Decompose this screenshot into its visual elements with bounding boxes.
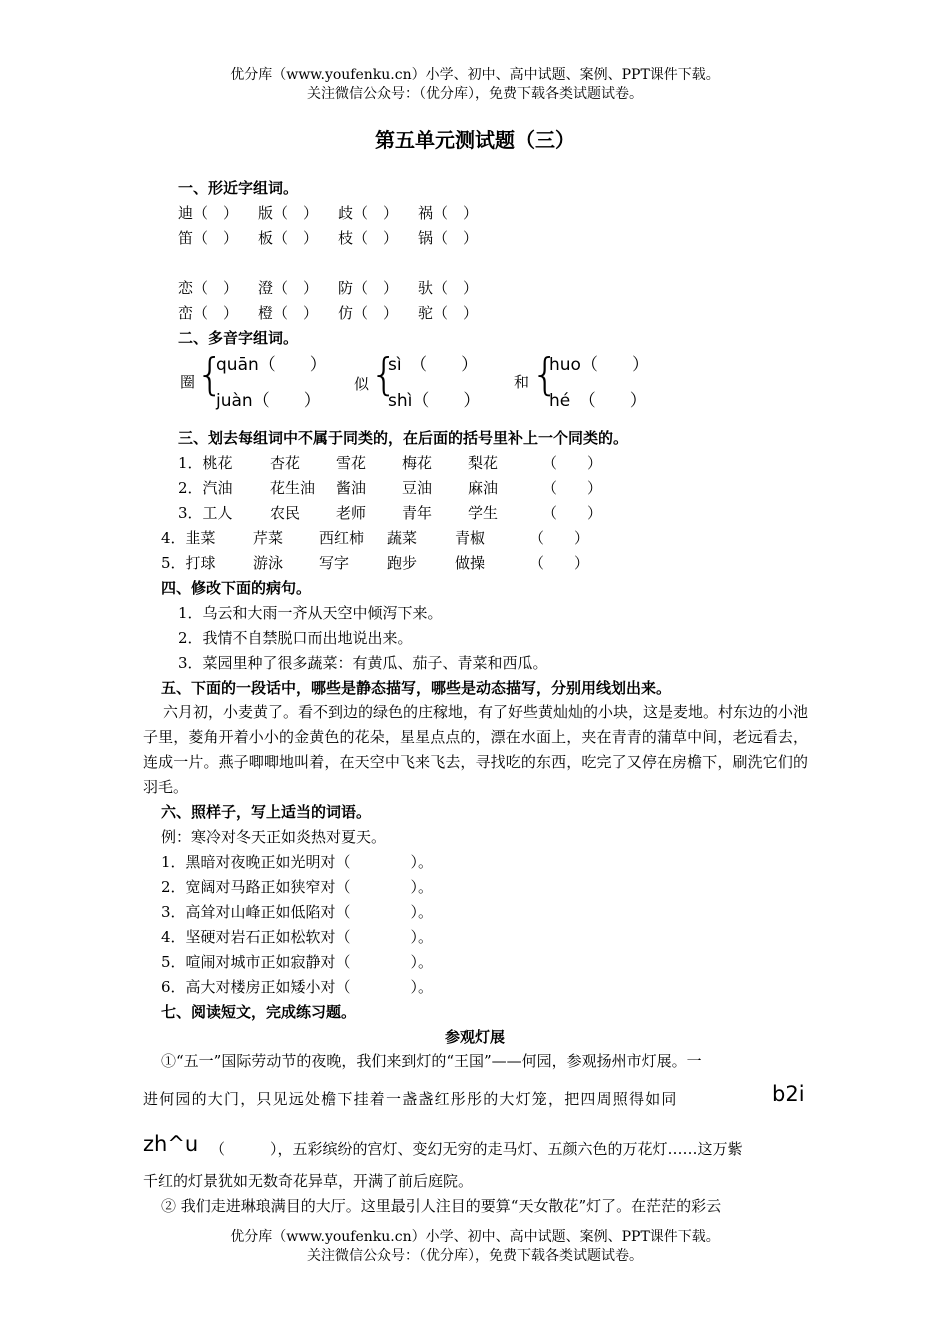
s3-word: 梨花 [468, 454, 499, 472]
s3-word: 5．打球 [161, 554, 216, 572]
s1-cell: 峦（ ） [178, 304, 239, 322]
s5-paragraph: 六月初，小麦黄了。看不到边的绿色的庄稼地，有了好些黄灿灿的小块，这是麦地。村东边的小池子里，菱角开着小小的金黄色的花朵，星星点点的，漂在水面上，夹在青青的蒲草中间，老远看去，连成一片。燕子唧唧地叫着，在天空中飞来飞去，寻找吃的东西，吃完了又停在房檐下，刷洗它们的羽毛。 [143, 703, 809, 796]
poly-pinyin-1b: juàn（ ） [216, 391, 321, 411]
footer-line-1: 优分库（www.youfenku.cn）小学、初中、高中试题、案例、PPT课件下载。 [230, 1229, 720, 1245]
s3-blank: （ ） [529, 554, 590, 572]
s4-item-2: 2．我情不自禁脱口而出地说出来。 [178, 629, 413, 647]
s1-row-3 [178, 277, 498, 298]
s3-word: 雪花 [336, 454, 367, 472]
s1-cell: 迪（ ） [178, 204, 239, 222]
s6-item-5: 5．喧闹对城市正如寂静对（ ）。 [161, 953, 434, 971]
s3-word: 农民 [270, 504, 301, 522]
s3-row-2 [178, 477, 602, 498]
article-p1-line2: 进何园的大门，只见远处檐下挂着一盏盏红彤彤的大灯笼，把四周照得如同 [143, 1090, 678, 1108]
s3-word: 蔬菜 [387, 529, 418, 547]
poly-pinyin-1a: quān（ ） [216, 355, 327, 375]
s6-item-2: 2．宽阔对马路正如狭窄对（ ）。 [161, 878, 434, 896]
s1-cell: 恋（ ） [178, 279, 239, 297]
s3-blank: （ ） [529, 529, 590, 547]
s1-row-4 [178, 302, 498, 323]
s1-cell: 驼（ ） [418, 304, 479, 322]
s3-word: 花生油 [270, 479, 316, 497]
s3-word: 跑步 [387, 554, 418, 572]
s3-blank: （ ） [542, 479, 603, 497]
poly-char-3: 和 [514, 373, 530, 391]
section-5-heading: 五、下面的一段话中，哪些是静态描写，哪些是动态描写，分别用线划出来。 [161, 679, 672, 697]
s3-blank: （ ） [542, 504, 603, 522]
s3-word: 西红柿 [319, 529, 365, 547]
s1-cell: 板（ ） [258, 229, 319, 247]
s1-cell: 版（ ） [258, 204, 319, 222]
s6-item-3: 3．高耸对山峰正如低陷对（ ）。 [161, 903, 434, 921]
article-p1-line4: 千红的灯景犹如无数奇花异草，开满了前后庭院。 [143, 1172, 474, 1190]
s3-word: 做操 [455, 554, 486, 572]
header-line-2: 关注微信公众号：（优分库），免费下载各类试题试卷。 [307, 86, 643, 102]
s3-word: 2．汽油 [178, 479, 233, 497]
page-title: 第五单元测试题（三） [375, 128, 575, 152]
s3-word: 老师 [336, 504, 367, 522]
article-title: 参观灯展 [444, 1028, 505, 1046]
article-p2-line1: ② 我们走进琳琅满目的大厅。这里最引人注目的要算“天女散花”灯了。在茫茫的彩云 [161, 1197, 722, 1215]
s3-word: 豆油 [402, 479, 433, 497]
s3-word: 4．韭菜 [161, 529, 216, 547]
s1-cell: 枝（ ） [338, 229, 399, 247]
brace-icon: { [531, 349, 559, 400]
header-line-1: 优分库（www.youfenku.cn）小学、初中、高中试题、案例、PPT课件下载。 [230, 67, 720, 83]
s3-row-1 [178, 452, 602, 473]
s6-item-4: 4．坚硬对岩石正如松软对（ ）。 [161, 928, 434, 946]
s1-row-2 [178, 227, 498, 248]
article-pinyin-1: b2i [772, 1082, 805, 1106]
poly-pinyin-3b: hé （ ） [549, 391, 647, 411]
s1-cell: 防（ ） [338, 279, 399, 297]
s3-row-4 [161, 527, 589, 548]
poly-char-2: 似 [354, 375, 370, 393]
s1-cell: 仿（ ） [338, 304, 399, 322]
section-6-heading: 六、照样子，写上适当的词语。 [161, 803, 372, 821]
s3-row-5 [161, 552, 589, 573]
s3-word: 游泳 [253, 554, 284, 572]
s1-row-1 [178, 202, 498, 223]
s3-word: 学生 [468, 504, 499, 522]
section-4-heading: 四、修改下面的病句。 [161, 579, 312, 597]
article-p1-line3: （ ），五彩缤纷的宫灯、变幻无穷的走马灯、五颜六色的万花灯……这万紫 [210, 1140, 743, 1158]
section-2-heading: 二、多音字组词。 [178, 329, 299, 347]
section-1-heading: 一、形近字组词。 [178, 179, 299, 197]
s3-word: 青椒 [455, 529, 486, 547]
s3-word: 3．工人 [178, 504, 233, 522]
section-7-heading: 七、阅读短文，完成练习题。 [161, 1003, 357, 1021]
section-3-heading: 三、划去每组词中不属于同类的，在后面的括号里补上一个同类的。 [178, 429, 629, 447]
s3-word: 青年 [402, 504, 433, 522]
s6-item-1: 1．黑暗对夜晚正如光明对（ ）。 [161, 853, 434, 871]
s3-row-3 [178, 502, 602, 523]
poly-pinyin-2b: shì（ ） [388, 391, 481, 411]
s3-word: 麻油 [468, 479, 499, 497]
s3-word: 芹菜 [253, 529, 284, 547]
brace-icon: { [196, 349, 224, 400]
poly-pinyin-3a: huo（ ） [549, 355, 649, 375]
footer-line-2: 关注微信公众号：（优分库），免费下载各类试题试卷。 [307, 1248, 643, 1264]
s1-cell: 橙（ ） [258, 304, 319, 322]
s4-item-1: 1．乌云和大雨一齐从天空中倾泻下来。 [178, 604, 443, 622]
s3-blank: （ ） [542, 454, 603, 472]
s6-example: 例：寒冷对冬天正如炎热对夏天。 [161, 828, 387, 846]
s1-cell: 澄（ ） [258, 279, 319, 297]
s3-word: 梅花 [402, 454, 433, 472]
poly-pinyin-2a: sì （ ） [388, 355, 479, 375]
article-pinyin-2: zh^u [143, 1132, 199, 1156]
s6-item-6: 6．高大对楼房正如矮小对（ ）。 [161, 978, 434, 996]
brace-icon: { [370, 349, 398, 400]
s1-cell: 锅（ ） [418, 229, 479, 247]
s1-cell: 驮（ ） [418, 279, 479, 297]
article-p1-line1: ①“五一”国际劳动节的夜晚，我们来到灯的“王国”——何园，参观扬州市灯展。一 [161, 1052, 702, 1070]
s3-word: 写字 [319, 554, 350, 572]
s4-item-3: 3．菜园里种了很多蔬菜：有黄瓜、茄子、青菜和西瓜。 [178, 654, 548, 672]
poly-char-1: 圈 [180, 373, 196, 391]
s3-word: 1．桃花 [178, 454, 233, 472]
s3-word: 酱油 [336, 479, 367, 497]
s1-cell: 笛（ ） [178, 229, 239, 247]
s3-word: 杏花 [270, 454, 301, 472]
s1-cell: 歧（ ） [338, 204, 399, 222]
s1-cell: 祸（ ） [418, 204, 479, 222]
